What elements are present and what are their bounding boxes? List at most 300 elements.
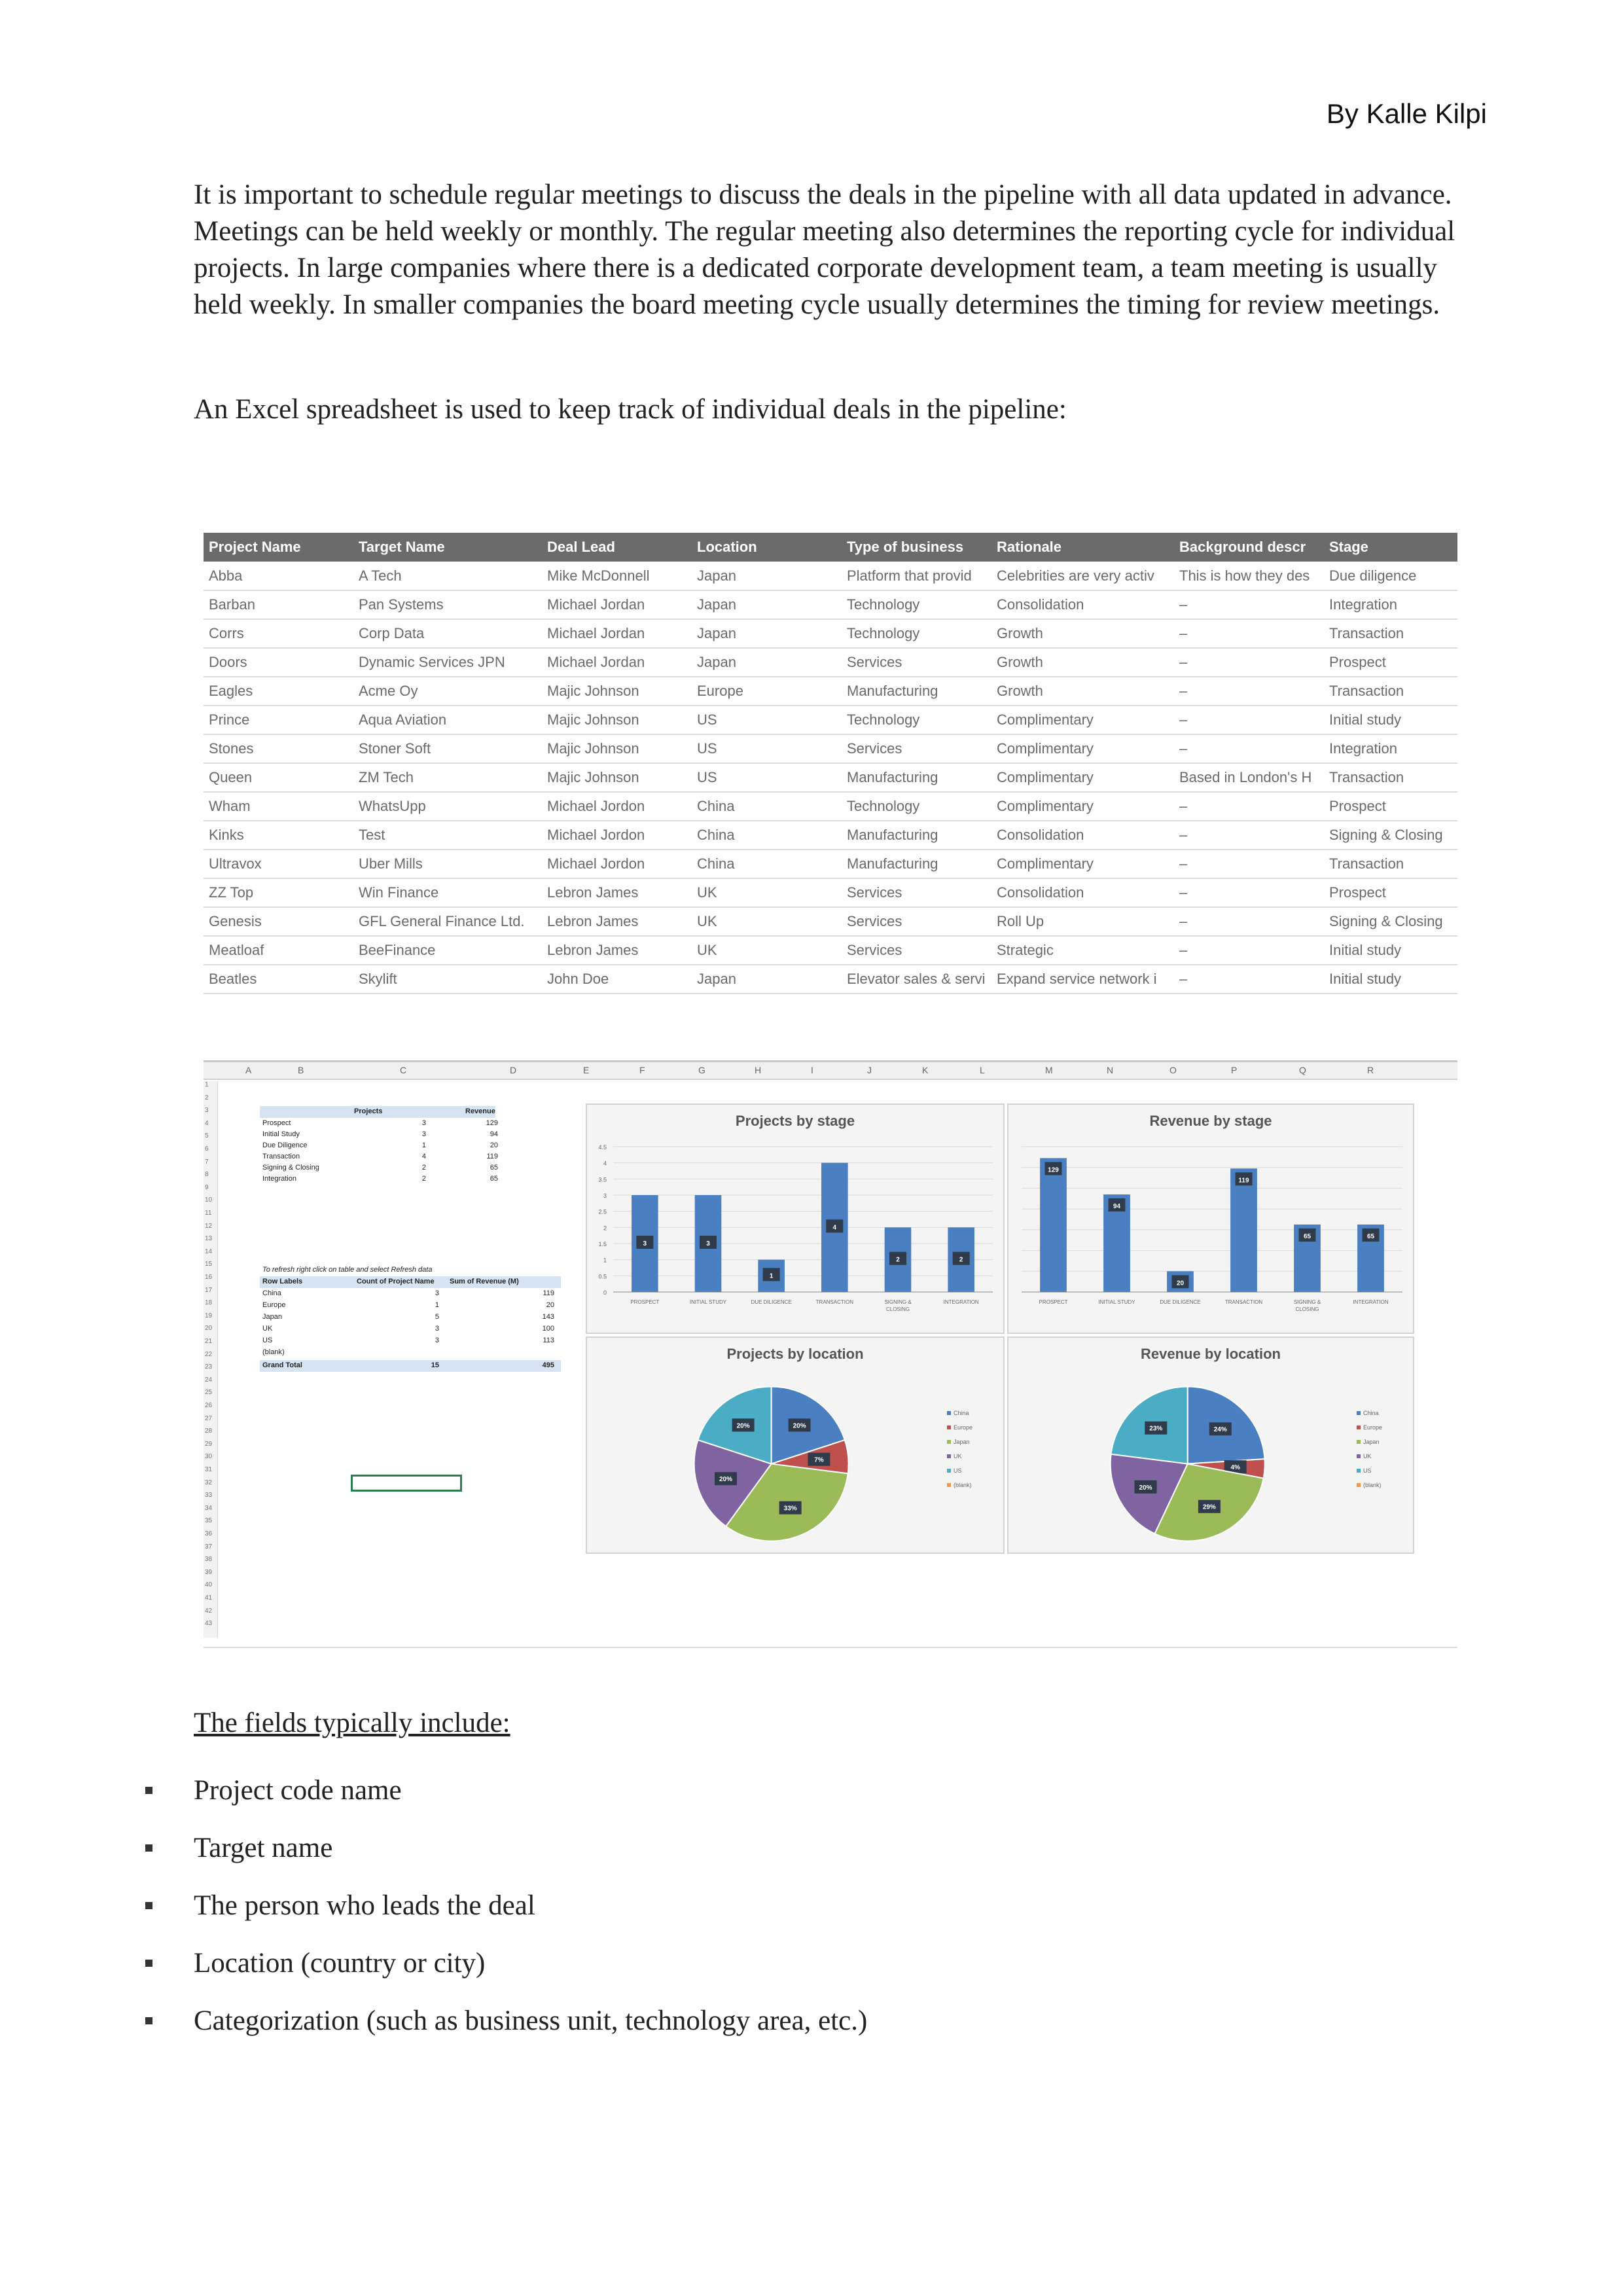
legend-label: UK <box>1363 1453 1372 1460</box>
table-cell: Consolidation <box>991 878 1174 907</box>
table-cell: Strategic <box>991 936 1174 965</box>
legend-label: (blank) <box>954 1482 972 1488</box>
table-cell: Growth <box>991 619 1174 648</box>
table-cell: Lebron James <box>542 936 692 965</box>
data-label: 3 <box>643 1240 647 1247</box>
excel-dashboard <box>204 1060 1457 1649</box>
row-number[interactable]: 31 <box>205 1466 213 1473</box>
list-item-text: Target name <box>194 1833 333 1863</box>
row-number[interactable]: 9 <box>205 1183 209 1191</box>
chart-canvas <box>1008 1105 1416 1335</box>
table-cell: Initial study <box>1324 965 1457 994</box>
table-cell: Services <box>842 648 991 677</box>
table-cell: Barban <box>204 590 353 619</box>
row-number[interactable]: 26 <box>205 1402 213 1409</box>
row-number[interactable]: 12 <box>205 1222 213 1230</box>
sheet-cell: Projects <box>354 1107 383 1115</box>
row-header-bar <box>204 1081 218 1638</box>
table-cell: UK <box>692 936 842 965</box>
bar <box>1230 1168 1257 1292</box>
table-cell: Integration <box>1324 590 1457 619</box>
table-row <box>204 965 1457 994</box>
row-number[interactable]: 14 <box>205 1247 213 1255</box>
list-item-text: Project code name <box>194 1775 402 1806</box>
y-tick-label: 4 <box>603 1160 607 1167</box>
row-number[interactable]: 4 <box>205 1119 209 1127</box>
table-cell: – <box>1174 706 1324 734</box>
column-letter[interactable]: H <box>755 1065 762 1075</box>
sheet-cell: 3 <box>435 1325 439 1333</box>
table-cell: Roll Up <box>991 907 1174 936</box>
row-number[interactable]: 21 <box>205 1338 213 1345</box>
table-row <box>204 850 1457 878</box>
table-cell: UK <box>692 878 842 907</box>
sheet-cell: 113 <box>543 1336 554 1344</box>
row-number[interactable]: 27 <box>205 1414 213 1422</box>
chart-title: Revenue by location <box>1141 1346 1281 1362</box>
legend-swatch <box>947 1426 951 1429</box>
column-letter[interactable]: P <box>1231 1065 1238 1075</box>
legend-label: US <box>1363 1467 1372 1474</box>
table-cell: Services <box>842 734 991 763</box>
legend-swatch <box>947 1454 951 1458</box>
table-cell: Majic Johnson <box>542 734 692 763</box>
row-number[interactable]: 16 <box>205 1274 213 1281</box>
row-number[interactable]: 17 <box>205 1286 213 1294</box>
data-label: 129 <box>1048 1166 1059 1174</box>
data-label: 3 <box>706 1240 710 1247</box>
table-cell: US <box>692 734 842 763</box>
row-number[interactable]: 3 <box>205 1107 209 1115</box>
category-label: SIGNING & CLOSING <box>884 1299 912 1312</box>
row-number[interactable]: 30 <box>205 1453 213 1461</box>
data-label: 1 <box>769 1272 774 1280</box>
sheet-cell: To refresh right click on table and select Refresh data <box>262 1266 433 1274</box>
legend-label: UK <box>954 1453 962 1460</box>
row-number[interactable]: 43 <box>205 1620 213 1628</box>
row-number[interactable]: 37 <box>205 1543 213 1551</box>
sheet-cell: 495 <box>542 1361 554 1369</box>
legend-label: US <box>954 1467 962 1474</box>
table-cell: Michael Jordon <box>542 792 692 821</box>
row-number[interactable]: 25 <box>205 1389 213 1397</box>
table-row <box>204 907 1457 936</box>
column-header: Target Name <box>353 533 542 562</box>
table-cell: Expand service network i <box>991 965 1174 994</box>
row-number[interactable]: 10 <box>205 1196 213 1204</box>
sheet-cell: 3 <box>435 1336 439 1344</box>
table-cell: – <box>1174 878 1324 907</box>
table-cell: Beatles <box>204 965 353 994</box>
pivot-total-band <box>260 1360 561 1372</box>
sheet-cell: Initial Study <box>262 1130 300 1138</box>
category-label: PROSPECT <box>630 1299 660 1305</box>
column-letter[interactable]: O <box>1169 1065 1177 1075</box>
y-tick-label: 0 <box>603 1289 607 1296</box>
table-cell: Services <box>842 907 991 936</box>
column-letter[interactable]: L <box>980 1065 985 1075</box>
table-cell: – <box>1174 821 1324 850</box>
sheet-cell: Europe <box>262 1301 286 1309</box>
table-cell: Elevator sales & servi <box>842 965 991 994</box>
data-label: 20% <box>719 1476 733 1484</box>
legend-label: China <box>954 1410 969 1416</box>
row-number[interactable]: 22 <box>205 1350 213 1358</box>
table-cell: Based in London's H <box>1174 763 1324 792</box>
row-number[interactable]: 42 <box>205 1607 213 1615</box>
row-number[interactable]: 5 <box>205 1132 209 1140</box>
table-row <box>204 648 1457 677</box>
sheet-cell: Transaction <box>262 1153 300 1160</box>
table-cell: Initial study <box>1324 936 1457 965</box>
table-row <box>204 619 1457 648</box>
table-cell: Prospect <box>1324 648 1457 677</box>
table-cell: Test <box>353 821 542 850</box>
table-cell: Aqua Aviation <box>353 706 542 734</box>
legend-swatch <box>1357 1440 1361 1444</box>
table-cell: – <box>1174 965 1324 994</box>
legend-swatch <box>1357 1469 1361 1473</box>
table-cell: Complimentary <box>991 763 1174 792</box>
chart-canvas <box>587 1338 1006 1555</box>
legend-swatch <box>947 1483 951 1487</box>
data-label: 94 <box>1113 1202 1121 1210</box>
column-header: Rationale <box>991 533 1174 562</box>
table-cell: Michael Jordan <box>542 619 692 648</box>
deals-table <box>204 533 1457 994</box>
deals-table-header <box>204 533 1457 562</box>
category-label: SIGNING & CLOSING <box>1293 1299 1321 1312</box>
column-letter[interactable]: B <box>298 1065 304 1075</box>
table-cell: Skylift <box>353 965 542 994</box>
column-header: Project Name <box>204 533 353 562</box>
table-cell: Technology <box>842 619 991 648</box>
column-header: Deal Lead <box>542 533 692 562</box>
row-number[interactable]: 23 <box>205 1363 213 1371</box>
legend-label: Japan <box>954 1439 970 1445</box>
sheet-cell: Sum of Revenue (M) <box>450 1278 519 1285</box>
table-cell: WhatsUpp <box>353 792 542 821</box>
table-cell: – <box>1174 792 1324 821</box>
table-cell: Win Finance <box>353 878 542 907</box>
row-number[interactable]: 33 <box>205 1492 213 1499</box>
row-number[interactable]: 2 <box>205 1094 209 1102</box>
table-cell: Technology <box>842 792 991 821</box>
sheet-cell: 2 <box>421 1175 426 1183</box>
column-letter[interactable]: Q <box>1299 1065 1306 1075</box>
row-number[interactable]: 11 <box>205 1210 212 1217</box>
data-label: 65 <box>1366 1232 1375 1240</box>
table-cell: – <box>1174 619 1324 648</box>
chart-title: Projects by location <box>726 1346 864 1362</box>
table-cell: Complimentary <box>991 734 1174 763</box>
sheet-cell: 3 <box>421 1130 426 1138</box>
category-label: TRANSACTION <box>1224 1299 1263 1305</box>
sheet-cell: 94 <box>490 1130 498 1138</box>
row-number[interactable]: 34 <box>205 1504 213 1512</box>
chart-title: Projects by stage <box>735 1113 855 1129</box>
row-number[interactable]: 29 <box>205 1440 213 1448</box>
table-cell: Majic Johnson <box>542 677 692 706</box>
bullet-icon <box>145 1902 152 1909</box>
column-letter[interactable]: J <box>867 1065 872 1075</box>
sheet-cell: US <box>262 1336 273 1344</box>
table-cell: BeeFinance <box>353 936 542 965</box>
column-letter[interactable]: N <box>1107 1065 1114 1075</box>
table-cell: – <box>1174 648 1324 677</box>
sheet-cell: 20 <box>546 1301 554 1309</box>
table-row <box>204 792 1457 821</box>
table-cell: Consolidation <box>991 821 1174 850</box>
table-cell: Majic Johnson <box>542 706 692 734</box>
row-number[interactable]: 6 <box>205 1145 209 1153</box>
table-cell: Queen <box>204 763 353 792</box>
chart-title: Revenue by stage <box>1149 1113 1272 1129</box>
bullet-icon <box>145 1960 152 1967</box>
column-letter[interactable]: A <box>245 1065 252 1075</box>
table-cell: Transaction <box>1324 850 1457 878</box>
chart-canvas <box>587 1105 1006 1335</box>
column-letter[interactable]: D <box>510 1065 517 1075</box>
row-number[interactable]: 28 <box>205 1427 213 1435</box>
sheet-cell: Japan <box>262 1313 282 1321</box>
revenue-by-location-chart <box>1007 1336 1414 1554</box>
table-cell: Japan <box>692 562 842 590</box>
sheet-cell: Revenue <box>465 1107 495 1115</box>
sheet-cell: Prospect <box>262 1119 291 1127</box>
row-number[interactable]: 35 <box>205 1517 213 1525</box>
table-cell: Japan <box>692 590 842 619</box>
table-cell: Kinks <box>204 821 353 850</box>
table-cell: Eagles <box>204 677 353 706</box>
table-row <box>204 878 1457 907</box>
sheet-cell: 119 <box>486 1153 498 1160</box>
category-label: DUE DILIGENCE <box>751 1299 792 1305</box>
column-header: Type of business <box>842 533 991 562</box>
row-number[interactable]: 8 <box>205 1171 209 1179</box>
author-line: By Kalle Kilpi <box>1326 98 1487 129</box>
bar <box>1040 1158 1067 1292</box>
table-cell: Lebron James <box>542 907 692 936</box>
sheet-cell: Count of Project Name <box>357 1278 435 1285</box>
data-label: 20% <box>793 1422 806 1430</box>
column-header: Background descr <box>1174 533 1324 562</box>
sheet-cell: UK <box>262 1325 273 1333</box>
table-cell: John Doe <box>542 965 692 994</box>
table-cell: Stones <box>204 734 353 763</box>
column-header: Location <box>692 533 842 562</box>
y-tick-label: 3.5 <box>598 1176 607 1183</box>
column-letter[interactable]: K <box>922 1065 929 1075</box>
table-cell: Ultravox <box>204 850 353 878</box>
table-cell: Corrs <box>204 619 353 648</box>
table-cell: Transaction <box>1324 677 1457 706</box>
table-cell: Signing & Closing <box>1324 907 1457 936</box>
y-tick-label: 2 <box>603 1225 607 1232</box>
sheet-cell: Row Labels <box>262 1278 303 1285</box>
table-cell: – <box>1174 734 1324 763</box>
sheet-cell: 119 <box>543 1289 554 1297</box>
legend-swatch <box>947 1440 951 1444</box>
row-number[interactable]: 20 <box>205 1325 213 1333</box>
category-label: DUE DILIGENCE <box>1160 1299 1201 1305</box>
list-item-text: The person who leads the deal <box>194 1890 535 1921</box>
legend-swatch <box>1357 1426 1361 1429</box>
row-number[interactable]: 1 <box>205 1081 209 1088</box>
table-cell: This is how they des <box>1174 562 1324 590</box>
y-tick-label: 3 <box>603 1193 607 1199</box>
y-tick-label: 1 <box>603 1257 607 1264</box>
table-cell: Corp Data <box>353 619 542 648</box>
table-cell: Manufacturing <box>842 821 991 850</box>
column-letter[interactable]: M <box>1045 1065 1053 1075</box>
y-tick-label: 0.5 <box>598 1273 607 1280</box>
sheet-cell: 100 <box>542 1325 554 1333</box>
table-cell: Complimentary <box>991 792 1174 821</box>
y-tick-label: 4.5 <box>598 1144 607 1151</box>
table-cell: Services <box>842 878 991 907</box>
column-letter[interactable]: F <box>639 1065 645 1075</box>
row-number[interactable]: 24 <box>205 1376 213 1384</box>
sheet-cell: 1 <box>435 1301 439 1309</box>
list-item-text: Location (country or city) <box>194 1948 486 1979</box>
data-label: 2 <box>896 1256 900 1264</box>
table-cell: Transaction <box>1324 619 1457 648</box>
sheet-cell: 129 <box>486 1119 498 1127</box>
legend-swatch <box>1357 1454 1361 1458</box>
legend-label: (blank) <box>1363 1482 1382 1488</box>
table-cell: Pan Systems <box>353 590 542 619</box>
category-label: PROSPECT <box>1039 1299 1068 1305</box>
sheet-cell: (blank) <box>262 1348 285 1356</box>
legend-swatch <box>947 1411 951 1415</box>
table-cell: Abba <box>204 562 353 590</box>
sheet-cell: 2 <box>421 1164 426 1172</box>
table-cell: – <box>1174 677 1324 706</box>
column-letter[interactable]: C <box>400 1065 407 1075</box>
data-label: 29% <box>1202 1503 1216 1511</box>
table-cell: Prospect <box>1324 792 1457 821</box>
row-number[interactable]: 38 <box>205 1556 213 1564</box>
table-cell: Technology <box>842 706 991 734</box>
table-cell: UK <box>692 907 842 936</box>
data-label: 20% <box>1139 1484 1152 1492</box>
legend-swatch <box>1357 1483 1361 1487</box>
legend-swatch <box>1357 1411 1361 1415</box>
row-number[interactable]: 39 <box>205 1568 213 1576</box>
column-header: Stage <box>1324 533 1457 562</box>
table-cell: Doors <box>204 648 353 677</box>
table-cell: Manufacturing <box>842 763 991 792</box>
table-cell: Complimentary <box>991 706 1174 734</box>
data-label: 119 <box>1238 1177 1249 1185</box>
table-row <box>204 821 1457 850</box>
chart-canvas <box>1008 1338 1416 1555</box>
legend-label: China <box>1363 1410 1379 1416</box>
row-number[interactable]: 7 <box>205 1158 209 1166</box>
table-cell: China <box>692 821 842 850</box>
row-number[interactable]: 41 <box>205 1594 213 1602</box>
table-cell: Uber Mills <box>353 850 542 878</box>
table-cell: – <box>1174 590 1324 619</box>
table-row <box>204 590 1457 619</box>
data-label: 7% <box>814 1456 824 1464</box>
sheet-cell: 3 <box>421 1119 426 1127</box>
row-number[interactable]: 40 <box>205 1581 213 1589</box>
table-cell: A Tech <box>353 562 542 590</box>
data-label: 23% <box>1149 1425 1163 1433</box>
sheet-cell: Due Diligence <box>262 1141 308 1149</box>
table-cell: Manufacturing <box>842 677 991 706</box>
fields-heading: The fields typically include: <box>194 1708 510 1738</box>
table-row <box>204 706 1457 734</box>
bullet-icon <box>145 1844 152 1852</box>
bullet-icon <box>145 2017 152 2024</box>
spreadsheet-paragraph: An Excel spreadsheet is used to keep track of individual deals in the pipeline: <box>194 394 1067 425</box>
table-cell: ZM Tech <box>353 763 542 792</box>
sheet-cell: 1 <box>421 1141 426 1149</box>
table-cell: Services <box>842 936 991 965</box>
table-cell: Celebrities are very activ <box>991 562 1174 590</box>
column-letter[interactable]: E <box>583 1065 590 1075</box>
table-cell: – <box>1174 907 1324 936</box>
table-cell: Prince <box>204 706 353 734</box>
table-cell: Platform that provid <box>842 562 991 590</box>
legend-label: Europe <box>954 1424 973 1431</box>
sheet-bottom-border <box>204 1647 1457 1648</box>
selected-cell[interactable] <box>351 1475 462 1492</box>
category-label: INTEGRATION <box>943 1299 979 1305</box>
row-number[interactable]: 15 <box>205 1261 213 1268</box>
column-letter[interactable]: G <box>698 1065 705 1075</box>
column-letter[interactable]: I <box>811 1065 813 1075</box>
table-cell: Michael Jordon <box>542 850 692 878</box>
sheet-cell: 65 <box>490 1175 498 1183</box>
table-cell: ZZ Top <box>204 878 353 907</box>
table-cell: Manufacturing <box>842 850 991 878</box>
revenue-by-stage-chart <box>1007 1103 1414 1334</box>
table-cell: US <box>692 763 842 792</box>
table-row <box>204 763 1457 792</box>
row-number[interactable]: 32 <box>205 1479 213 1486</box>
table-cell: Signing & Closing <box>1324 821 1457 850</box>
table-cell: China <box>692 792 842 821</box>
column-letter[interactable]: R <box>1367 1065 1374 1075</box>
row-number[interactable]: 19 <box>205 1312 213 1319</box>
legend-label: Europe <box>1363 1424 1383 1431</box>
table-cell: Transaction <box>1324 763 1457 792</box>
row-number[interactable]: 18 <box>205 1299 213 1307</box>
table-cell: – <box>1174 850 1324 878</box>
table-cell: Growth <box>991 648 1174 677</box>
table-cell: Genesis <box>204 907 353 936</box>
data-label: 20 <box>1176 1280 1185 1287</box>
row-number[interactable]: 13 <box>205 1235 213 1243</box>
table-cell: US <box>692 706 842 734</box>
row-number[interactable]: 36 <box>205 1530 213 1537</box>
sheet-cell: 5 <box>435 1313 439 1321</box>
data-label: 4 <box>832 1224 837 1232</box>
category-label: INITIAL STUDY <box>1098 1299 1135 1305</box>
table-cell: Japan <box>692 619 842 648</box>
data-label: 24% <box>1213 1426 1227 1434</box>
table-cell: Initial study <box>1324 706 1457 734</box>
table-cell: – <box>1174 936 1324 965</box>
sheet-cell: Integration <box>262 1175 296 1183</box>
table-cell: Michael Jordan <box>542 648 692 677</box>
y-tick-label: 1.5 <box>598 1241 607 1247</box>
list-item-text: Categorization (such as business unit, technology area, etc.) <box>194 2005 868 2036</box>
